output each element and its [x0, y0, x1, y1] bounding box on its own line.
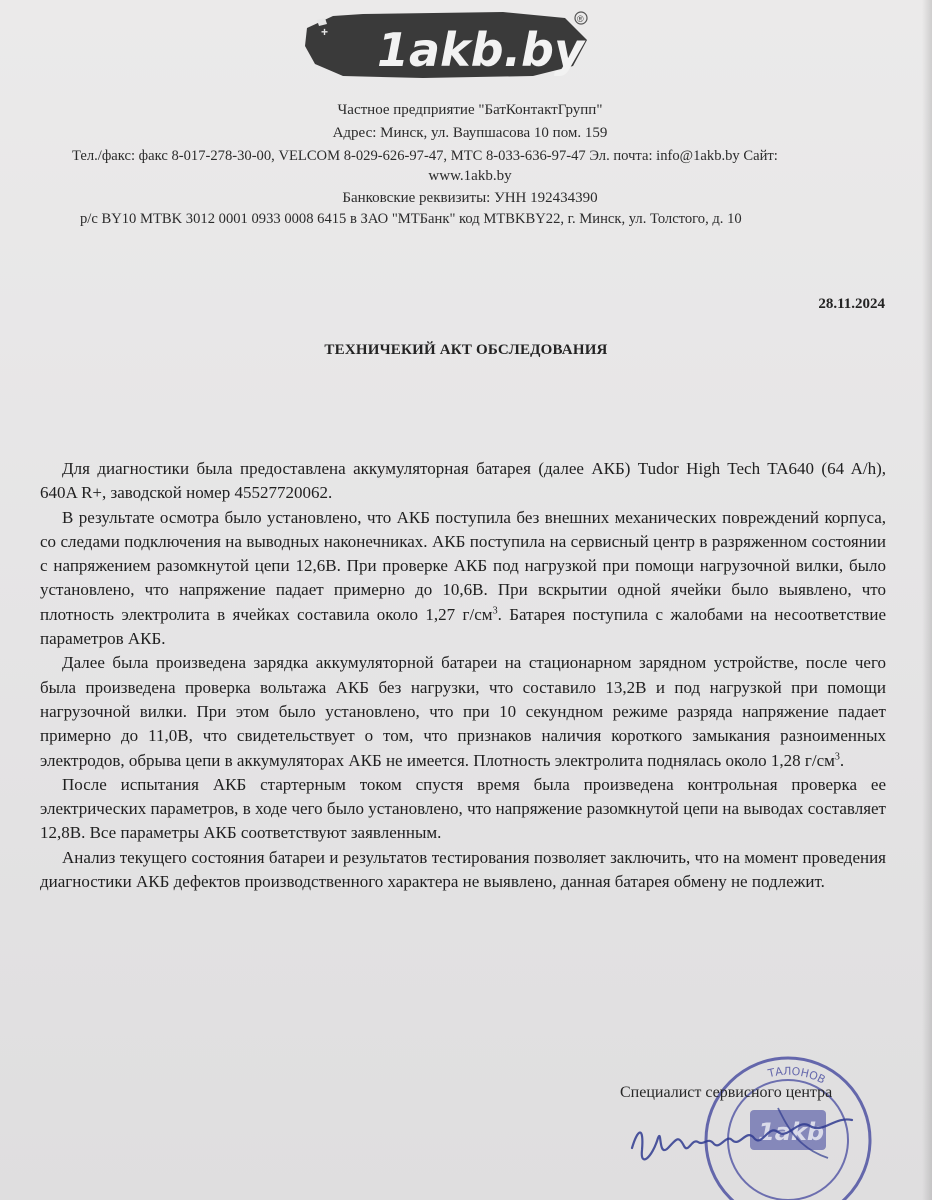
signature-stroke [632, 1119, 852, 1159]
letterhead [60, 101, 880, 120]
logo-text: 1akb.by [377, 23, 584, 77]
paragraph-4: После испытания АКБ стартерным током спустя время была произведена контрольная проверка ее электрических параметров, в ходе чего было установлено, что напряжение разомкнутой цепи на выводах составляет 12,8В. Все параметры АКБ соответствуют заявленным. [40, 774, 886, 843]
company-contacts: Тел./факс: факс 8-017-278-30-00, VELCOM 8-029-626-97-47, МТС 8-033-636-97-47 Эл. почта: info@1akb.by Сайт: [72, 148, 778, 164]
page-edge-shadow [922, 0, 932, 1200]
bank-details: Банковские реквизиты: УНН 192434390 [342, 190, 598, 206]
stamp-center-text: 1akb [758, 1118, 825, 1146]
letterhead-address-block [60, 124, 880, 143]
letterhead-contacts-block [72, 147, 872, 166]
document-body [40, 457, 886, 894]
company-website: www.1akb.by [428, 168, 512, 184]
paragraph-1: Для диагностики была предоставлена аккумуляторная батарея (далее АКБ) Tudor High Tech TA640 (64 A/h), 640A R+, заводской номер 45527720062. [40, 459, 886, 503]
letterhead-account-block [80, 210, 860, 229]
logo-graphic [303, 10, 593, 82]
letterhead-bank-block [60, 189, 880, 208]
logo-plus-icon: + [321, 25, 329, 39]
company-logo [303, 10, 593, 82]
document-date: 28.11.2024 [818, 296, 885, 312]
handwritten-signature [628, 1098, 868, 1178]
company-name: Частное предприятие "БатКонтактГрупп" [337, 102, 603, 118]
stamp-ring-text: ТАЛОНОВ [766, 1064, 828, 1087]
paragraph-3-end: . [839, 750, 845, 770]
paragraph-3-superscript: 3 [834, 750, 840, 762]
paragraph-5: Анализ текущего состояния батареи и результатов тестирования позволяет заключить, что на момент проведения диагностики АКБ дефектов производственного характера не выявлено, данная батарея обмену не подлежит. [40, 847, 886, 892]
paragraph-2-text: В результате осмотра было установлено, что АКБ поступила без внешних механических повреждений корпуса, со следами подключения на выводных наконечниках. АКБ поступила на сервисный центр в разряженном состоянии с напряжением разомкнутой цепи 12,6В. При проверке АКБ под нагрузкой при помощи нагрузочной вилки, было установлено, что напряжение падает примерно до 10,6В. При вскрытии одной ячейки было выявлено, что плотность электролита в ячейках составила около 1,27 г/см [40, 507, 886, 624]
document-title: ТЕХНИЧЕКИЙ АКТ ОБСЛЕДОВАНИЯ [324, 342, 608, 358]
company-address: Адрес: Минск, ул. Ваупшасова 10 пом. 159 [332, 125, 608, 141]
letterhead-website-block [60, 167, 880, 186]
paragraph-2-superscript: 3 [492, 605, 498, 617]
bank-account: р/с BY10 MTBK 3012 0001 0933 0008 6415 в ЗАО "МТБанк" код MTBKBY22, г. Минск, ул. Толстого, д. 10 [80, 211, 742, 227]
signature-title: Специалист сервисного центра [620, 1084, 833, 1101]
paragraph-3 [40, 651, 886, 772]
paragraph-3-text: Далее была произведена зарядка аккумуляторной батареи на стационарном зарядном устройстве, после чего была произведена проверка вольтажа АКБ без нагрузки, что составило 13,2В и под нагрузкой при помощи нагрузочной вилки. При этом было установлено, что при 10 секундном режиме разряда напряжение падает примерно до 11,0В, что свидетельствует о том, что признаков наличия короткого замыкания разноименных электродов, обрыва цепи в аккумуляторах АКБ не имеется. Плотность электролита поднялась около 1,28 г/см [40, 653, 886, 770]
paragraph-2-end: . Батарея поступила с жалобами на несоответствие параметров АКБ. [40, 604, 886, 649]
registered-mark: ® [577, 14, 584, 24]
paragraph-2 [40, 506, 886, 652]
